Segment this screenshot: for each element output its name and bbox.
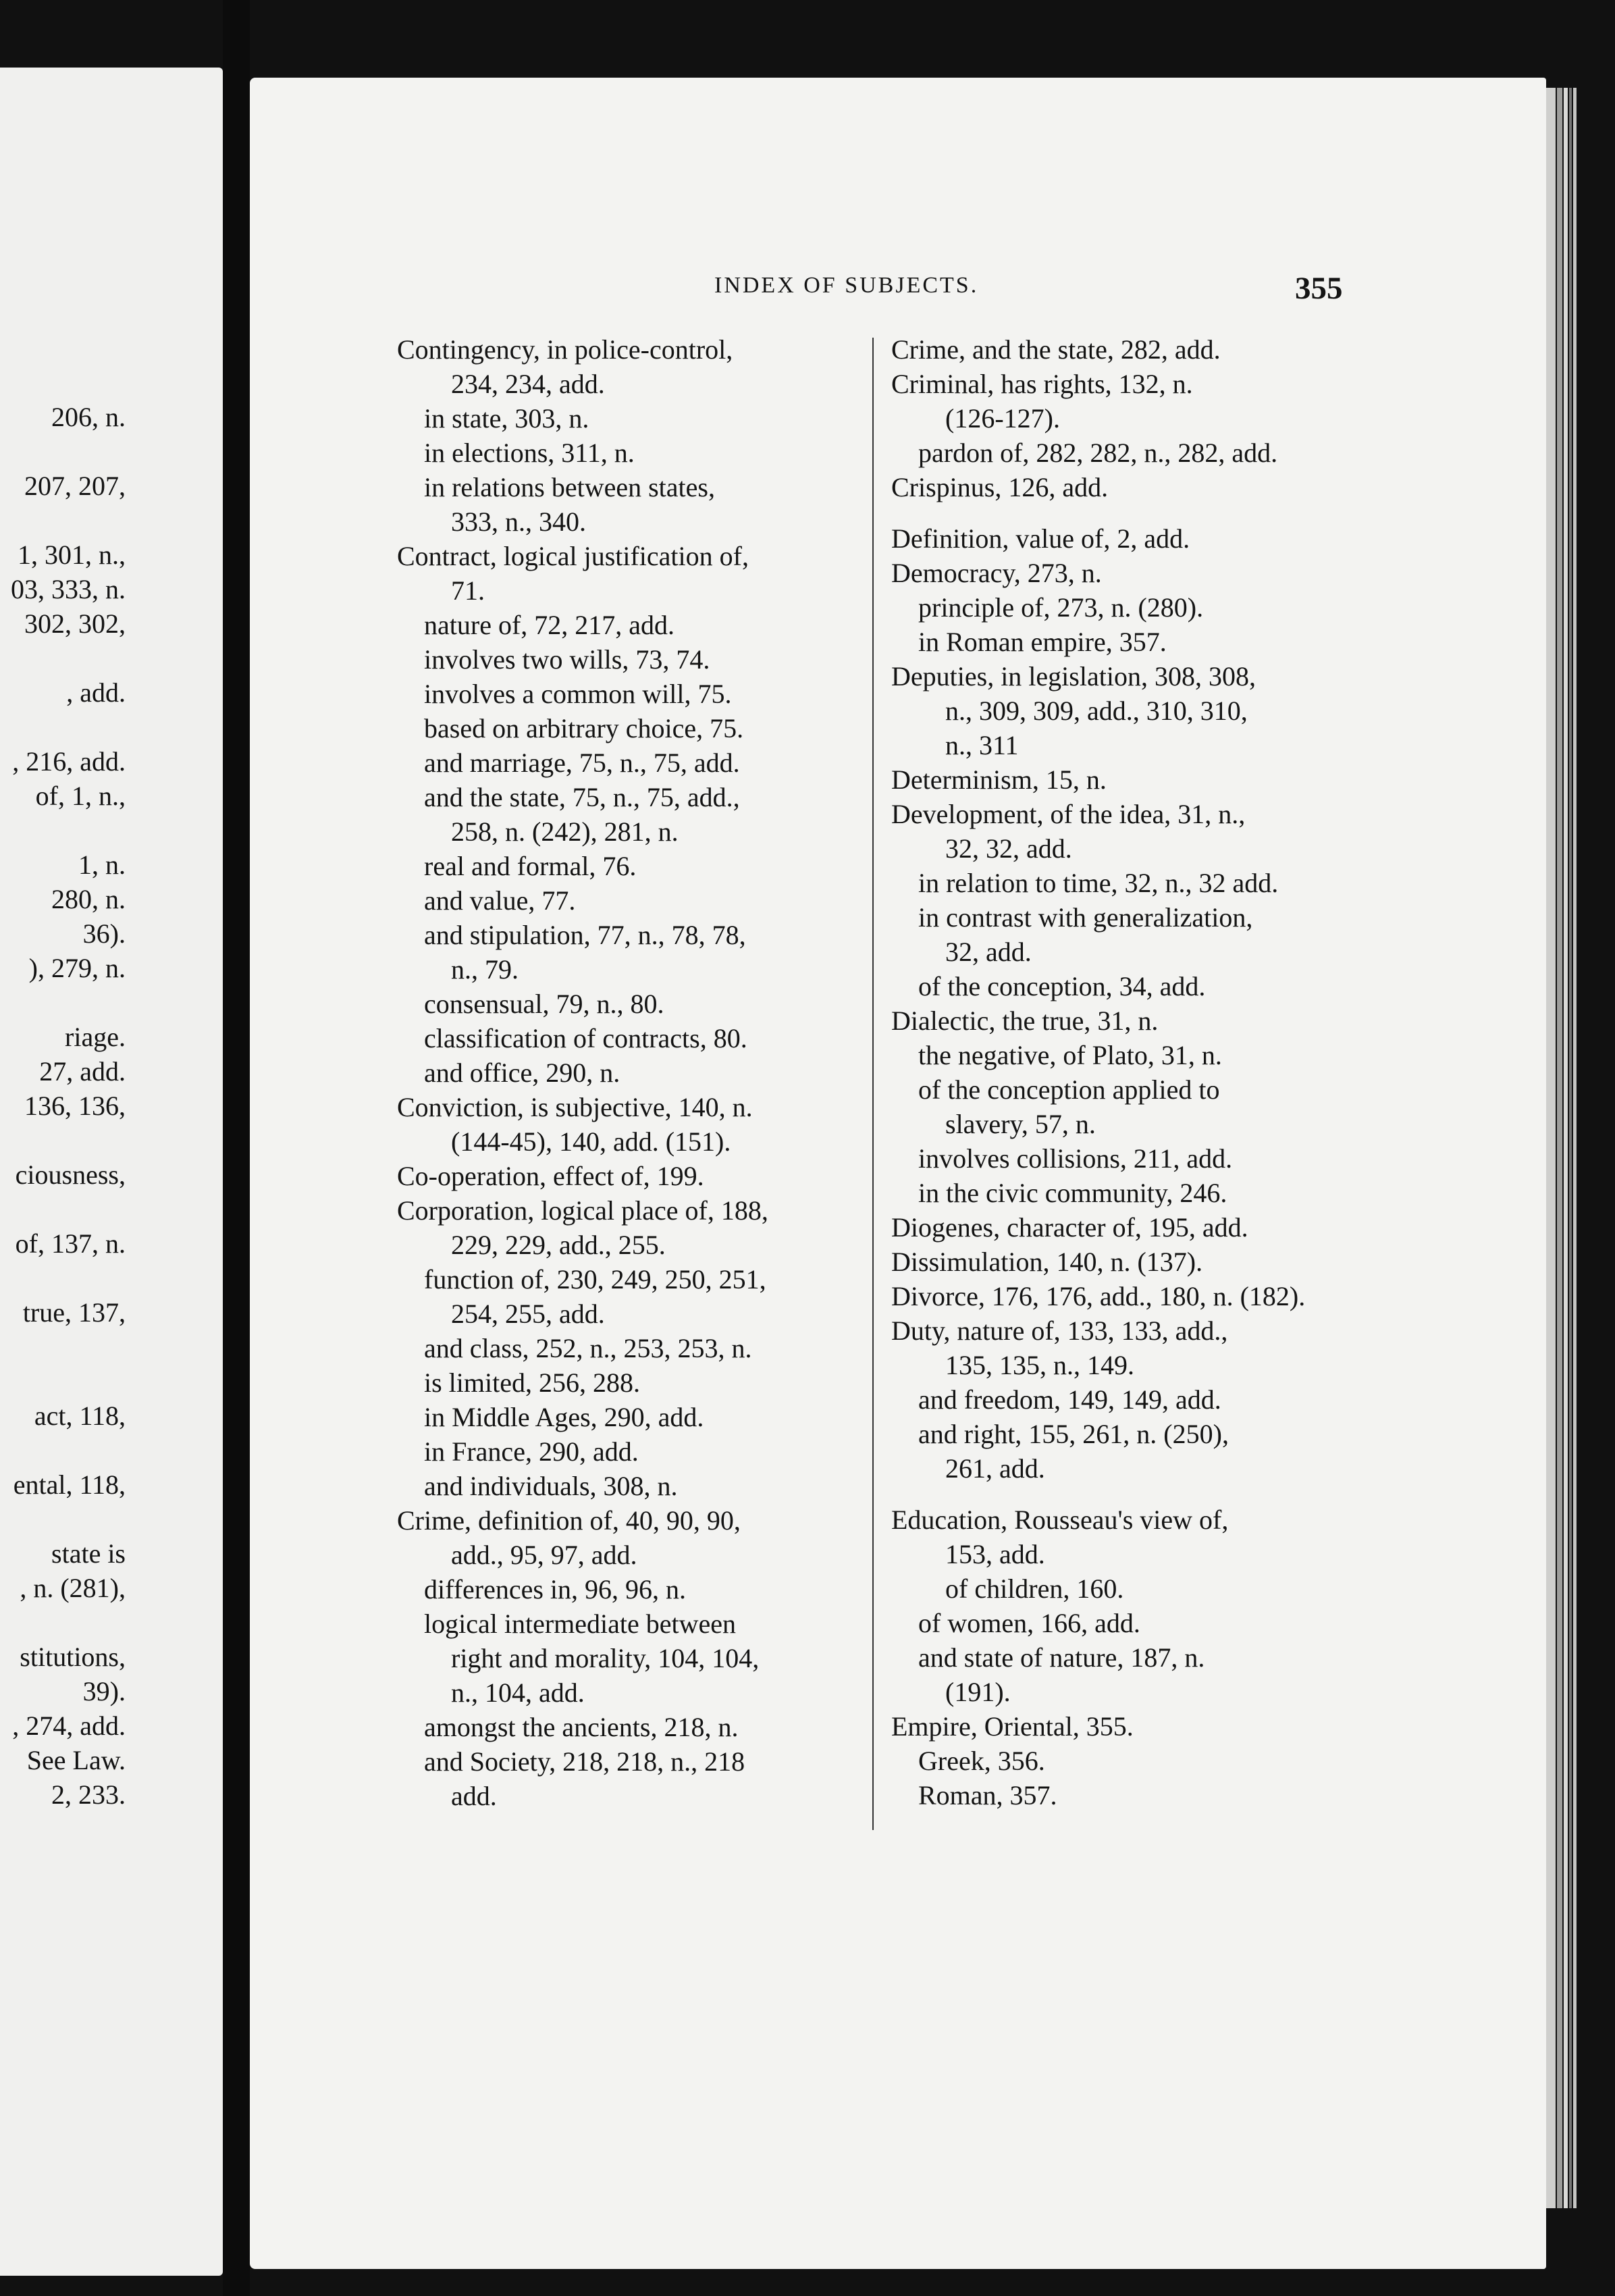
index-entry: Greek, 356. [918, 1746, 1045, 1776]
facing-page-line: , 274, add. [12, 1711, 126, 1741]
facing-page-line [0, 1502, 223, 1536]
facing-page [0, 68, 223, 2276]
facing-page-line [0, 1330, 223, 1364]
index-entry: Dialectic, the true, 31, n. [891, 1006, 1159, 1036]
index-entry: classification of contracts, 80. [424, 1023, 747, 1053]
facing-page-line [0, 1192, 223, 1226]
index-entry: 71. [451, 575, 485, 606]
index-entry: and class, 252, n., 253, 253, n. [424, 1333, 752, 1363]
index-entry: and stipulation, 77, n., 78, 78, [424, 920, 746, 950]
index-entry: Crime, definition of, 40, 90, 90, [397, 1505, 741, 1536]
page-edge [1564, 88, 1568, 2208]
facing-page-line [0, 1364, 223, 1399]
index-entry: nature of, 72, 217, add. [424, 610, 675, 640]
index-entry: the negative, of Plato, 31, n. [918, 1040, 1222, 1070]
index-entry: Crime, and the state, 282, add. [891, 334, 1221, 365]
facing-page-line: 206, n. [51, 402, 126, 432]
column-rule [872, 338, 874, 1830]
index-entry: and office, 290, n. [424, 1058, 620, 1088]
index-entry: 261, add. [945, 1453, 1045, 1484]
index-entry: and freedom, 149, 149, add. [918, 1384, 1221, 1415]
facing-page-line: 1, n. [78, 850, 126, 880]
index-entry: Contract, logical justification of, [397, 541, 749, 571]
facing-page-line: , add. [66, 677, 126, 708]
index-entry: Crispinus, 126, add. [891, 472, 1109, 502]
index-entry: consensual, 79, n., 80. [424, 989, 664, 1019]
index-entry: add., 95, 97, add. [451, 1540, 637, 1570]
index-entry: add. [451, 1781, 497, 1811]
index-entry: and Society, 218, 218, n., 218 [424, 1746, 745, 1777]
page-edge [1557, 88, 1562, 2208]
index-entry: involves two wills, 73, 74. [424, 644, 710, 675]
index-entry: 32, add. [945, 937, 1032, 967]
facing-page-line [0, 1261, 223, 1295]
index-entry: in elections, 311, n. [424, 438, 635, 468]
index-entry: n., 311 [945, 730, 1019, 760]
index-entry: and the state, 75, n., 75, add., [424, 782, 740, 812]
facing-page-line [0, 1433, 223, 1467]
index-entry: in relation to time, 32, n., 32 add. [918, 868, 1279, 898]
facing-page-line: of, 1, n., [35, 781, 126, 811]
facing-page-line: ), 279, n. [28, 953, 126, 983]
index-entry: (144-45), 140, add. (151). [451, 1126, 731, 1157]
facing-page-line [0, 813, 223, 847]
index-entry: 333, n., 340. [451, 506, 586, 537]
facing-page-line [0, 1605, 223, 1640]
facing-page-line: stitutions, [20, 1642, 126, 1672]
page-edge [1546, 88, 1556, 2208]
facing-page-line [0, 503, 223, 538]
facing-page-line: riage. [65, 1022, 126, 1052]
facing-page-line: 280, n. [51, 884, 126, 914]
index-entry: differences in, 96, 96, n. [424, 1574, 687, 1604]
index-entry: is limited, 256, 288. [424, 1367, 640, 1398]
facing-page-line: 302, 302, [24, 608, 126, 639]
index-entry: involves collisions, 211, add. [918, 1143, 1233, 1174]
page-edge [1573, 88, 1577, 2208]
index-entry: and state of nature, 187, n. [918, 1642, 1205, 1673]
facing-page-line: 2, 233. [51, 1779, 126, 1810]
facing-page-line: 03, 333, n. [11, 574, 126, 604]
index-entry: 32, 32, add. [945, 833, 1072, 864]
index-column-left [397, 332, 846, 1813]
facing-page-line: 207, 207, [24, 471, 126, 501]
index-entry: Definition, value of, 2, add. [891, 523, 1190, 554]
facing-page-line: 36). [82, 918, 126, 949]
index-entry: in contrast with generalization, [918, 902, 1253, 933]
index-entry: 135, 135, n., 149. [945, 1350, 1134, 1380]
index-entry: Empire, Oriental, 355. [891, 1711, 1134, 1742]
index-entry: 234, 234, add. [451, 369, 605, 399]
index-entry: right and morality, 104, 104, [451, 1643, 760, 1673]
facing-page-line: , 216, add. [12, 746, 126, 777]
index-entry: principle of, 273, n. (280). [918, 592, 1204, 623]
facing-page-line: See Law. [26, 1745, 126, 1775]
index-entry: based on arbitrary choice, 75. [424, 713, 744, 743]
facing-page-line [0, 434, 223, 469]
index-entry: Democracy, 273, n. [891, 558, 1102, 588]
index-entry: pardon of, 282, 282, n., 282, add. [918, 438, 1278, 468]
index-entry: in relations between states, [424, 472, 715, 502]
index-entry: n., 79. [451, 954, 519, 985]
index-entry: Determinism, 15, n. [891, 764, 1107, 795]
facing-page-line [0, 985, 223, 1020]
index-entry: Education, Rousseau's view of, [891, 1505, 1229, 1535]
index-entry: Duty, nature of, 133, 133, add., [891, 1315, 1228, 1346]
index-entry: n., 104, add. [451, 1677, 585, 1708]
facing-page-line [0, 710, 223, 744]
index-entry: involves a common will, 75. [424, 679, 732, 709]
index-entry: Criminal, has rights, 132, n. [891, 369, 1193, 399]
running-head: INDEX OF SUBJECTS. [714, 273, 979, 298]
facing-page-line: state is [51, 1538, 126, 1569]
facing-page-line: 27, add. [39, 1056, 126, 1087]
index-column-right [891, 332, 1357, 1812]
index-entry: in Roman empire, 357. [918, 627, 1167, 657]
index-entry: (191). [945, 1677, 1011, 1707]
index-entry: real and formal, 76. [424, 851, 637, 881]
index-entry: Development, of the idea, 31, n., [891, 799, 1246, 829]
index-entry: Co-operation, effect of, 199. [397, 1161, 704, 1191]
index-entry: Dissimulation, 140, n. (137). [891, 1247, 1203, 1277]
index-entry: amongst the ancients, 218, n. [424, 1712, 739, 1742]
index-entry: and right, 155, 261, n. (250), [918, 1419, 1229, 1449]
index-entry: and marriage, 75, n., 75, add. [424, 748, 740, 778]
index-entry: (126-127). [945, 403, 1060, 434]
index-entry: in Middle Ages, 290, add. [424, 1402, 704, 1432]
index-entry: Roman, 357. [918, 1780, 1057, 1810]
index-entry: function of, 230, 249, 250, 251, [424, 1264, 766, 1295]
index-entry: Conviction, is subjective, 140, n. [397, 1092, 753, 1122]
index-entry: 254, 255, add. [451, 1299, 605, 1329]
index-entry: slavery, 57, n. [945, 1109, 1096, 1139]
index-entry: 153, add. [945, 1539, 1045, 1569]
index-entry: n., 309, 309, add., 310, 310, [945, 696, 1248, 726]
index-entry: in France, 290, add. [424, 1436, 639, 1467]
facing-page-line: ental, 118, [13, 1469, 126, 1500]
index-entry: Divorce, 176, 176, add., 180, n. (182). [891, 1281, 1306, 1311]
index-entry: of the conception applied to [918, 1074, 1220, 1105]
page-number: 355 [1295, 271, 1343, 306]
page-edge [1569, 88, 1572, 2208]
index-entry: Contingency, in police-control, [397, 334, 733, 365]
facing-page-line: , n. (281), [20, 1573, 126, 1603]
index-entry: Diogenes, character of, 195, add. [891, 1212, 1248, 1243]
entry-gap [891, 504, 1357, 521]
facing-page-line: 1, 301, n., [18, 540, 126, 570]
index-entry: and individuals, 308, n. [424, 1471, 678, 1501]
entry-gap [891, 1486, 1357, 1503]
index-entry: logical intermediate between [424, 1609, 737, 1639]
facing-page-line [0, 641, 223, 675]
index-entry: of children, 160. [945, 1573, 1124, 1604]
index-entry: in the civic community, 246. [918, 1178, 1227, 1208]
facing-page-line: act, 118, [34, 1401, 126, 1431]
facing-page-line: 39). [82, 1676, 126, 1706]
facing-page-line: of, 137, n. [15, 1228, 126, 1259]
index-entry: Deputies, in legislation, 308, 308, [891, 661, 1256, 692]
book-gutter [223, 0, 250, 2296]
facing-page-fragments [0, 400, 223, 1812]
index-entry: 258, n. (242), 281, n. [451, 816, 679, 847]
index-entry: Corporation, logical place of, 188, [397, 1195, 768, 1226]
index-entry: of the conception, 34, add. [918, 971, 1206, 1001]
facing-page-line: ciousness, [15, 1159, 126, 1190]
facing-page-line: true, 137, [22, 1297, 126, 1328]
index-entry: and value, 77. [424, 885, 576, 916]
index-entry: in state, 303, n. [424, 403, 589, 434]
facing-page-line [0, 1123, 223, 1157]
facing-page-line: 136, 136, [24, 1091, 126, 1121]
index-entry: 229, 229, add., 255. [451, 1230, 666, 1260]
index-entry: of women, 166, add. [918, 1608, 1140, 1638]
